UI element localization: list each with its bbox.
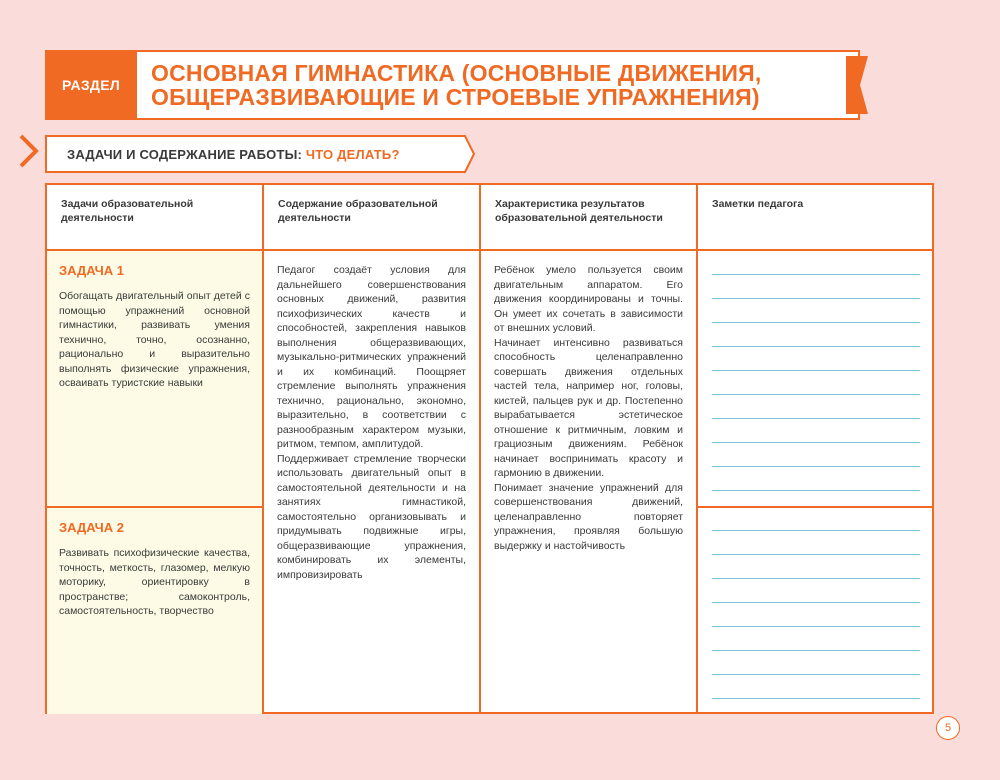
section-title-line1: ОСНОВНАЯ ГИМНАСТИКА (ОСНОВНЫЕ ДВИЖЕНИЯ, <box>151 60 762 86</box>
subtitle-text <box>67 147 400 162</box>
subtitle-accent: ЧТО ДЕЛАТЬ? <box>305 147 400 162</box>
header-divider <box>47 249 932 251</box>
content-paragraph-1: Педагог создаёт условия для дальнейшего совершенствования основных движений, развития психофизических качеств и способностей, закрепления навыков выполнения общеразвивающих, музыкально-ритмических упражнений и их комбинаций. Поощряет стремление выполнять упражнения технично, рационально, экономно, выразительно, в соответствии с разнообразным характером музыки, ритмом, темпом, амплитудой. <box>277 264 466 450</box>
note-line <box>712 578 920 579</box>
note-line <box>712 322 920 323</box>
note-line <box>712 466 920 467</box>
section-title-line2: ОБЩЕРАЗВИВАЮЩИЕ И СТРОЕВЫЕ УПРАЖНЕНИЯ) <box>151 84 760 110</box>
section-title-box <box>137 50 860 120</box>
note-line <box>712 418 920 419</box>
column-divider-3 <box>696 185 698 712</box>
header-results: Характеристика результатов образовательной деятельности <box>495 198 663 224</box>
header-notes: Заметки педагога <box>712 198 804 210</box>
results-paragraph-1: Ребёнок умело пользуется своим двигательным аппаратом. Его движения координированы и точны. Он умеет их сочетать в зависимости от внешних условий. <box>494 264 683 334</box>
note-line <box>712 674 920 675</box>
notes-divider <box>698 506 932 508</box>
note-line <box>712 298 920 299</box>
note-line <box>712 602 920 603</box>
section-badge: РАЗДЕЛ <box>45 50 137 120</box>
results-paragraph-2: Начинает интенсивно развиваться способность целенаправленно совершать движения отдельных частей тела, например ног, головы, кистей, пальцев рук и др. Постепенно вырабатывается эстетическое отношение к ритмичным, ловким и грациозным движениям. Ребёнок начинает воспринимать красоту и гармонию в движении. <box>494 336 683 479</box>
results-paragraph-3: Понимает значение упражнений для совершенствования движений, целенаправленно повторяет упражнения, проявляя большую выдержку и настойчивость <box>494 481 683 552</box>
task-text-1: Обогащать двигательный опыт детей с помощью упражнений основной гимнастики, развивать умения технично, точно, осознанно, рационально и выразительно выполнять физические упражнения, осваивать туристские навыки <box>59 290 250 389</box>
subtitle-lead: ЗАДАЧИ И СОДЕРЖАНИЕ РАБОТЫ: <box>67 147 303 162</box>
note-line <box>712 554 920 555</box>
page-number: 5 <box>936 716 960 740</box>
section-header <box>45 50 860 120</box>
column-divider-2 <box>479 185 481 712</box>
note-line <box>712 274 920 275</box>
task-text-2: Развивать психофизические качества, точность, меткость, глазомер, мелкую моторику, ориентировку в пространстве; самоконтроль, самостоятельность, творчество <box>59 547 250 617</box>
content-cell <box>264 251 479 582</box>
arrow-marker-icon <box>18 133 40 169</box>
subtitle-banner <box>45 135 475 173</box>
note-line <box>712 346 920 347</box>
results-cell <box>481 251 696 553</box>
task-title-1: ЗАДАЧА 1 <box>59 263 125 278</box>
note-line <box>712 530 920 531</box>
task-cell-1 <box>47 251 262 506</box>
header-tasks: Задачи образовательной деятельности <box>61 198 194 224</box>
column-divider-1 <box>262 185 264 712</box>
task-divider <box>47 506 262 508</box>
task-cell-2 <box>47 508 262 714</box>
task-title-2: ЗАДАЧА 2 <box>59 520 125 535</box>
note-line <box>712 698 920 699</box>
section-flag-icon <box>846 56 868 114</box>
header-content: Содержание образовательной деятельности <box>278 198 438 224</box>
note-line <box>712 626 920 627</box>
note-line <box>712 394 920 395</box>
note-line <box>712 650 920 651</box>
tasks-table <box>45 183 934 714</box>
note-line <box>712 370 920 371</box>
note-line <box>712 442 920 443</box>
content-paragraph-2: Поддерживает стремление творчески использовать двигательный опыт в самостоятельной деятельности и на занятиях гимнастикой, самостоятельно организовывать и придумывать подвижные игры, общеразвивающие упражнения, комбинировать их элементы, импровизировать <box>277 452 466 581</box>
note-line <box>712 490 920 491</box>
